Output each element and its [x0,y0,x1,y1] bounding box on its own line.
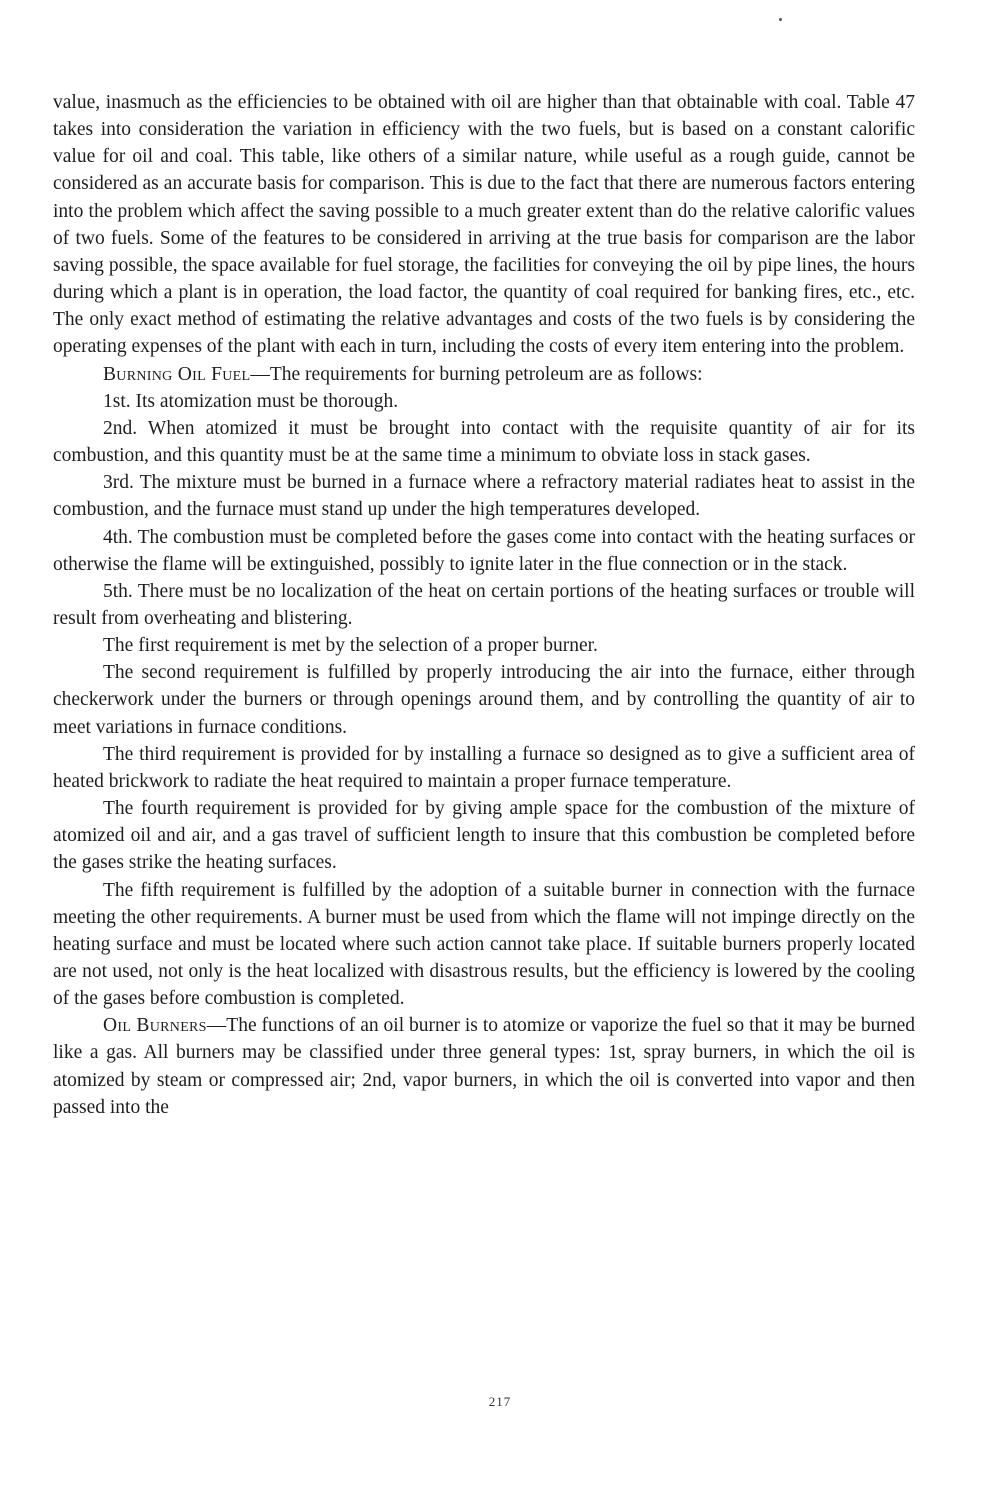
paragraph-text: —The functions of an oil burner is to atomize or vaporize the fuel so that it may be burned like a gas. All burners may be classified under three general types: 1st, spray burners, in which the oil is atomized by steam or compressed air; 2nd, vapor burners, in which the oil is converted into vapor and then passed into the [53,1015,915,1118]
paragraph-fifth-requirement: The fifth requirement is fulfilled by the adoption of a suitable burner in connection with the furnace meeting the other requirements. A burner must be used from which the flame will not impinge directly on the heating surface and must be located where such action cannot take place. If suitable burners properly located are not used, not only is the heat localized with disastrous results, but the efficiency is lowered by the cooling of the gases before combustion is completed. [53,879,915,1010]
paragraph-burning-oil-fuel [53,361,915,388]
requirement-3: 3rd. The mixture must be burned in a furnace where a refractory material radiates heat to assist in the combustion, and the furnace must stand up under the high temperatures developed. [53,472,915,521]
requirement-4: 4th. The combustion must be completed before the gases come into contact with the heating surfaces or otherwise the flame will be extinguished, possibly to ignite later in the flue connection or in the stack. [53,526,915,575]
section-heading-burning-oil-fuel: Burning Oil Fuel [103,363,251,385]
paragraph-oil-burners [53,1012,915,1121]
requirement-2: 2nd. When atomized it must be brought into contact with the requisite quantity of air for its combustion, and this quantity must be at the same time a minimum to obviate loss in stack gases. [53,417,915,467]
paragraph-second-requirement: The second requirement is fulfilled by properly introducing the air into the furnace, either through checkerwork under the burners or through openings around them, and by controlling the quantity of air to meet variations in furnace conditions. [53,662,915,738]
page-number: 217 [488,1394,512,1409]
page-body [53,89,915,1121]
section-heading-oil-burners: Oil Burners [103,1015,207,1037]
paragraph-first-requirement: The first requirement is met by the selection of a proper burner. [103,635,598,657]
requirement-5: 5th. There must be no localization of the heat on certain portions of the heating surfaces or trouble will result from overheating and blistering. [53,580,915,629]
paragraph-text: —The requirements for burning petroleum are as follows: [250,363,703,385]
paragraph-fourth-requirement: The fourth requirement is provided for by giving ample space for the combustion of the mixture of atomized oil and air, and a gas travel of sufficient length to insure that this combustion be completed before the gases strike the heating surfaces. [53,798,915,874]
scan-speck [779,18,782,21]
paragraph-third-requirement: The third requirement is provided for by installing a furnace so designed as to give a sufficient area of heated brickwork to radiate the heat required to maintain a proper furnace temperature. [53,743,915,792]
requirement-1: 1st. Its atomization must be thorough. [103,390,399,412]
paragraph-continued: value, inasmuch as the efficiencies to be obtained with oil are higher than that obtainable with coal. Table 47 takes into consideration the variation in efficiency with the two fuels, but is based on a constant calorific value for oil and coal. This table, like others of a similar nature, while useful as a rough guide, cannot be considered as an accurate basis for comparison. This is due to the fact that there are numerous factors entering into the problem which affect the saving possible to a much greater extent than do the relative calorific values of two fuels. Some of the features to be considered in arriving at the true basis for comparison are the labor saving possible, the space available for fuel storage, the facilities for conveying the oil by pipe lines, the hours during which a plant is in operation, the load factor, the quantity of coal required for banking fires, etc., etc. The only exact method of estimating the relative advantages and costs of the two fuels is by considering the operating expenses of the plant with each in turn, including the costs of every item entering into the problem. [53,92,915,358]
